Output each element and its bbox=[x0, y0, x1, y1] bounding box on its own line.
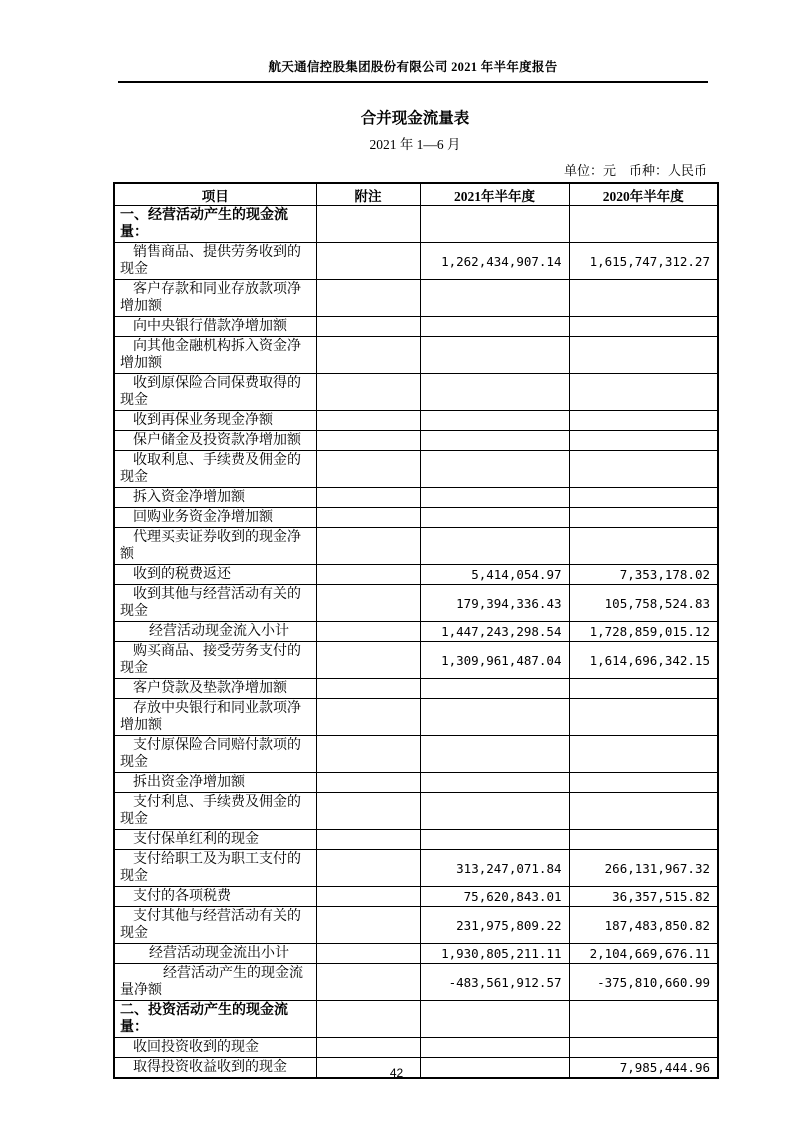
table-row bbox=[114, 411, 718, 431]
row-amount-2021 bbox=[420, 528, 569, 565]
row-label: 取得投资收益收到的现金 bbox=[114, 1058, 316, 1079]
row-note bbox=[316, 451, 420, 488]
row-note bbox=[316, 642, 420, 679]
row-note bbox=[316, 508, 420, 528]
row-amount-2021 bbox=[420, 773, 569, 793]
row-amount-2020: 7,985,444.96 bbox=[569, 1058, 718, 1079]
row-amount-2021 bbox=[420, 1038, 569, 1058]
row-label: 收到其他与经营活动有关的现金 bbox=[114, 585, 316, 622]
table-row bbox=[114, 944, 718, 964]
row-note bbox=[316, 830, 420, 850]
table-row bbox=[114, 243, 718, 280]
row-note bbox=[316, 528, 420, 565]
row-note bbox=[316, 736, 420, 773]
row-note bbox=[316, 907, 420, 944]
table-row bbox=[114, 1038, 718, 1058]
row-note bbox=[316, 317, 420, 337]
row-amount-2020 bbox=[569, 431, 718, 451]
table-body bbox=[114, 206, 718, 1079]
row-note bbox=[316, 1001, 420, 1038]
row-amount-2020: 105,758,524.83 bbox=[569, 585, 718, 622]
table-row bbox=[114, 850, 718, 887]
row-amount-2021: 1,447,243,298.54 bbox=[420, 622, 569, 642]
table-row bbox=[114, 736, 718, 773]
row-label: 向其他金融机构拆入资金净增加额 bbox=[114, 337, 316, 374]
row-amount-2020: 1,614,696,342.15 bbox=[569, 642, 718, 679]
row-amount-2021: 179,394,336.43 bbox=[420, 585, 569, 622]
row-note bbox=[316, 585, 420, 622]
row-amount-2021 bbox=[420, 431, 569, 451]
row-amount-2021 bbox=[420, 1001, 569, 1038]
row-label: 拆出资金净增加额 bbox=[114, 773, 316, 793]
row-amount-2021 bbox=[420, 317, 569, 337]
col-header-2021-half-year: 2021年半年度 bbox=[420, 183, 569, 206]
row-note bbox=[316, 374, 420, 411]
row-amount-2021 bbox=[420, 736, 569, 773]
row-label: 收到再保业务现金净额 bbox=[114, 411, 316, 431]
row-amount-2020 bbox=[569, 488, 718, 508]
row-amount-2021 bbox=[420, 411, 569, 431]
row-label: 向中央银行借款净增加额 bbox=[114, 317, 316, 337]
row-amount-2020 bbox=[569, 206, 718, 243]
row-amount-2020 bbox=[569, 374, 718, 411]
row-note bbox=[316, 622, 420, 642]
row-label: 客户贷款及垫款净增加额 bbox=[114, 679, 316, 699]
row-label: 销售商品、提供劳务收到的现金 bbox=[114, 243, 316, 280]
row-amount-2021 bbox=[420, 337, 569, 374]
report-running-header: 航天通信控股集团股份有限公司 2021 年半年度报告 bbox=[118, 57, 708, 83]
row-note bbox=[316, 1038, 420, 1058]
row-label: 收回投资收到的现金 bbox=[114, 1038, 316, 1058]
row-note bbox=[316, 679, 420, 699]
row-amount-2021 bbox=[420, 488, 569, 508]
table-row bbox=[114, 280, 718, 317]
table-header-row bbox=[114, 183, 718, 206]
row-amount-2020 bbox=[569, 1038, 718, 1058]
col-header-2020-half-year: 2020年半年度 bbox=[569, 183, 718, 206]
row-note bbox=[316, 431, 420, 451]
table-row bbox=[114, 1001, 718, 1038]
row-amount-2021: 1,930,805,211.11 bbox=[420, 944, 569, 964]
row-label: 客户存款和同业存放款项净增加额 bbox=[114, 280, 316, 317]
row-note bbox=[316, 887, 420, 907]
table-row bbox=[114, 907, 718, 944]
row-amount-2020: -375,810,660.99 bbox=[569, 964, 718, 1001]
row-note bbox=[316, 206, 420, 243]
row-amount-2020 bbox=[569, 773, 718, 793]
row-amount-2020 bbox=[569, 337, 718, 374]
statement-period: 2021 年 1—6 月 bbox=[369, 137, 461, 152]
row-label: 代理买卖证券收到的现金净额 bbox=[114, 528, 316, 565]
row-label: 二、投资活动产生的现金流量： bbox=[114, 1001, 316, 1038]
table-row bbox=[114, 830, 718, 850]
row-amount-2020 bbox=[569, 736, 718, 773]
row-amount-2020 bbox=[569, 1001, 718, 1038]
unit-currency-line: 单位：元 币种：人民币 bbox=[563, 163, 707, 178]
row-amount-2020: 1,728,859,015.12 bbox=[569, 622, 718, 642]
row-note bbox=[316, 964, 420, 1001]
row-amount-2021: 1,309,961,487.04 bbox=[420, 642, 569, 679]
row-label: 经营活动现金流入小计 bbox=[114, 622, 316, 642]
row-amount-2021: 1,262,434,907.14 bbox=[420, 243, 569, 280]
row-amount-2020: 187,483,850.82 bbox=[569, 907, 718, 944]
table-row bbox=[114, 793, 718, 830]
row-note bbox=[316, 699, 420, 736]
row-note bbox=[316, 280, 420, 317]
row-amount-2021: 75,620,843.01 bbox=[420, 887, 569, 907]
row-label: 收到原保险合同保费取得的现金 bbox=[114, 374, 316, 411]
row-amount-2021: 313,247,071.84 bbox=[420, 850, 569, 887]
row-amount-2020 bbox=[569, 280, 718, 317]
row-label: 回购业务资金净增加额 bbox=[114, 508, 316, 528]
row-label: 收取利息、手续费及佣金的现金 bbox=[114, 451, 316, 488]
row-amount-2021: -483,561,912.57 bbox=[420, 964, 569, 1001]
row-label: 支付给职工及为职工支付的现金 bbox=[114, 850, 316, 887]
row-amount-2021 bbox=[420, 451, 569, 488]
row-amount-2020: 36,357,515.82 bbox=[569, 887, 718, 907]
col-header-note: 附注 bbox=[316, 183, 420, 206]
row-label: 支付原保险合同赔付款项的现金 bbox=[114, 736, 316, 773]
row-amount-2020: 1,615,747,312.27 bbox=[569, 243, 718, 280]
table-row bbox=[114, 773, 718, 793]
table-row bbox=[114, 565, 718, 585]
row-note bbox=[316, 773, 420, 793]
row-amount-2021 bbox=[420, 679, 569, 699]
table-row bbox=[114, 317, 718, 337]
row-amount-2020 bbox=[569, 508, 718, 528]
row-note bbox=[316, 488, 420, 508]
row-note bbox=[316, 243, 420, 280]
row-label: 购买商品、接受劳务支付的现金 bbox=[114, 642, 316, 679]
row-amount-2020 bbox=[569, 830, 718, 850]
table-row bbox=[114, 642, 718, 679]
row-amount-2020 bbox=[569, 411, 718, 431]
row-note bbox=[316, 793, 420, 830]
row-label: 经营活动现金流出小计 bbox=[114, 944, 316, 964]
table-row bbox=[114, 964, 718, 1001]
row-amount-2021 bbox=[420, 206, 569, 243]
table-row bbox=[114, 206, 718, 243]
row-amount-2021 bbox=[420, 830, 569, 850]
row-amount-2021 bbox=[420, 699, 569, 736]
row-label: 拆入资金净增加额 bbox=[114, 488, 316, 508]
table-row bbox=[114, 374, 718, 411]
row-amount-2020 bbox=[569, 528, 718, 565]
row-amount-2021 bbox=[420, 508, 569, 528]
row-amount-2020: 2,104,669,676.11 bbox=[569, 944, 718, 964]
table-row bbox=[114, 488, 718, 508]
statement-title: 合并现金流量表 bbox=[360, 110, 470, 127]
table-row bbox=[114, 622, 718, 642]
row-amount-2020 bbox=[569, 793, 718, 830]
row-label: 经营活动产生的现金流量净额 bbox=[114, 964, 316, 1001]
table-row bbox=[114, 585, 718, 622]
row-amount-2021: 231,975,809.22 bbox=[420, 907, 569, 944]
row-amount-2020 bbox=[569, 317, 718, 337]
col-header-item: 项目 bbox=[114, 183, 316, 206]
statement-content bbox=[113, 108, 717, 1079]
row-amount-2020 bbox=[569, 451, 718, 488]
row-note bbox=[316, 337, 420, 374]
row-amount-2021 bbox=[420, 280, 569, 317]
row-amount-2020 bbox=[569, 699, 718, 736]
row-label: 支付的各项税费 bbox=[114, 887, 316, 907]
row-label: 支付利息、手续费及佣金的现金 bbox=[114, 793, 316, 830]
row-amount-2020: 7,353,178.02 bbox=[569, 565, 718, 585]
row-label: 存放中央银行和同业款项净增加额 bbox=[114, 699, 316, 736]
row-amount-2021 bbox=[420, 374, 569, 411]
row-label: 一、经营活动产生的现金流量： bbox=[114, 206, 316, 243]
row-amount-2021 bbox=[420, 793, 569, 830]
row-label: 保户储金及投资款净增加额 bbox=[114, 431, 316, 451]
row-amount-2021: 5,414,054.97 bbox=[420, 565, 569, 585]
row-amount-2020 bbox=[569, 679, 718, 699]
row-label: 支付保单红利的现金 bbox=[114, 830, 316, 850]
table-row bbox=[114, 679, 718, 699]
row-note bbox=[316, 850, 420, 887]
table-row bbox=[114, 451, 718, 488]
table-row bbox=[114, 508, 718, 528]
row-note bbox=[316, 565, 420, 585]
row-amount-2020: 266,131,967.32 bbox=[569, 850, 718, 887]
table-row bbox=[114, 431, 718, 451]
row-note bbox=[316, 944, 420, 964]
table-row bbox=[114, 528, 718, 565]
table-row bbox=[114, 887, 718, 907]
table-row bbox=[114, 337, 718, 374]
table-row bbox=[114, 699, 718, 736]
cash-flow-table bbox=[113, 182, 719, 1079]
row-note bbox=[316, 411, 420, 431]
row-label: 支付其他与经营活动有关的现金 bbox=[114, 907, 316, 944]
row-label: 收到的税费返还 bbox=[114, 565, 316, 585]
page-number: 42 bbox=[389, 1066, 404, 1080]
